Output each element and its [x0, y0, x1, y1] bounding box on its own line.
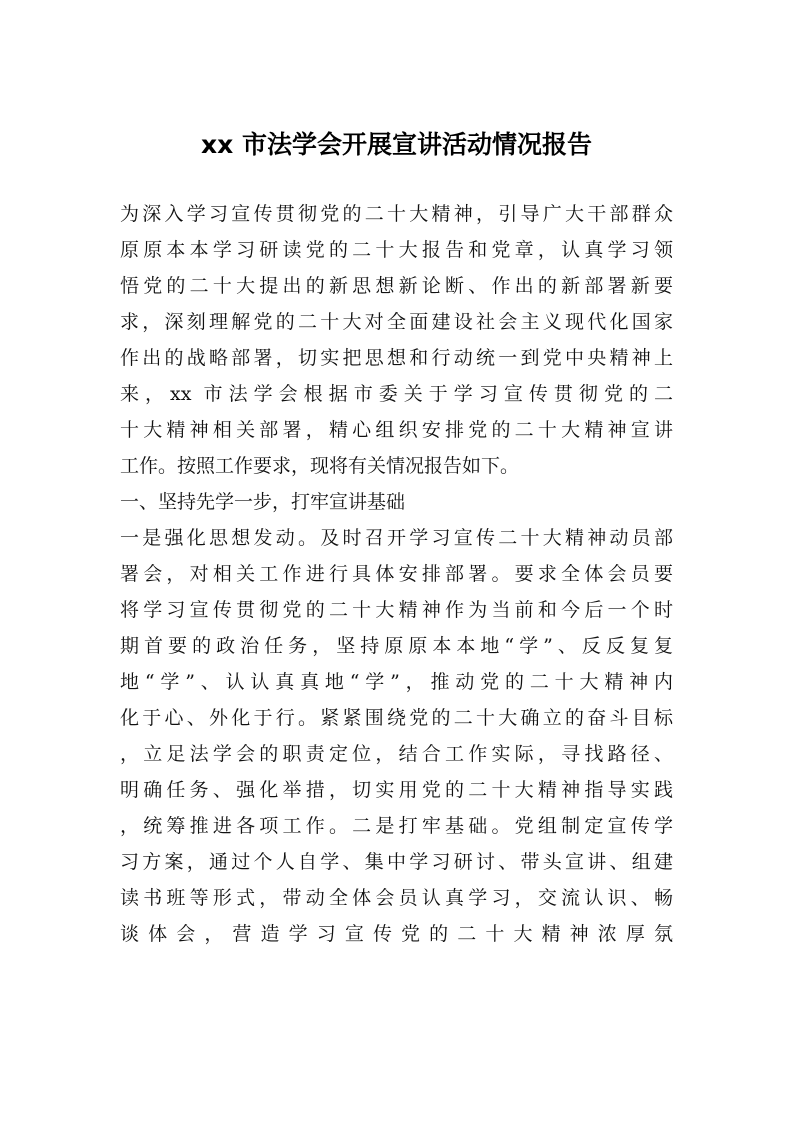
paragraph-intro: [120, 196, 673, 484]
text-line: 一是强化思想发动。及时召开学习宣传二十大精神动员部: [120, 527, 673, 549]
text-line: 工作。按照工作要求，现将有关情况报告如下。: [120, 455, 520, 477]
text-line: 来，xx 市法学会根据市委关于学习宣传贯彻党的二: [120, 383, 673, 405]
text-line: 作出的战略部署，切实把思想和行动统一到党中央精神上: [120, 347, 673, 369]
text-line: 十大精神相关部署，精心组织安排党的二十大精神宣讲: [120, 419, 673, 441]
text-line: 为深入学习宣传贯彻党的二十大精神，引导广大干部群众: [120, 203, 673, 225]
text-line: 原原本本学习研读党的二十大报告和党章，认真学习领: [120, 239, 673, 261]
text-line: 期首要的政治任务，坚持原原本本地“学”、反反复复: [120, 635, 673, 657]
text-line: 地“学”、认认真真地“学”，推动党的二十大精神内: [120, 671, 673, 693]
text-line: 署会，对相关工作进行具体安排部署。要求全体会员要: [120, 563, 673, 585]
text-line: 明确任务、强化举措，切实用党的二十大精神指导实践: [120, 779, 673, 801]
text-line: ，统筹推进各项工作。二是打牢基础。党组制定宣传学: [120, 815, 673, 837]
text-line: 谈体会，营造学习宣传党的二十大精神浓厚氛: [120, 923, 673, 945]
paragraph-section-one: [120, 520, 673, 952]
text-line: 求，深刻理解党的二十大对全面建设社会主义现代化国家: [120, 311, 673, 333]
text-line: 习方案，通过个人自学、集中学习研讨、带头宣讲、组建: [120, 851, 673, 873]
document-body: [120, 196, 673, 952]
text-line: 将学习宣传贯彻党的二十大精神作为当前和今后一个时: [120, 599, 673, 621]
document-title: xx 市法学会开展宣讲活动情况报告: [201, 130, 592, 159]
text-line: 读书班等形式，带动全体会员认真学习，交流认识、畅: [120, 887, 673, 909]
section-heading: [120, 484, 673, 520]
text-line: 悟党的二十大提出的新思想新论断、作出的新部署新要: [120, 275, 673, 297]
text-line: ，立足法学会的职责定位，结合工作实际，寻找路径、: [120, 743, 673, 765]
text-line: 化于心、外化于行。紧紧围绕党的二十大确立的奋斗目标: [120, 707, 673, 729]
text-line: 一、坚持先学一步，打牢宣讲基础: [120, 491, 406, 513]
